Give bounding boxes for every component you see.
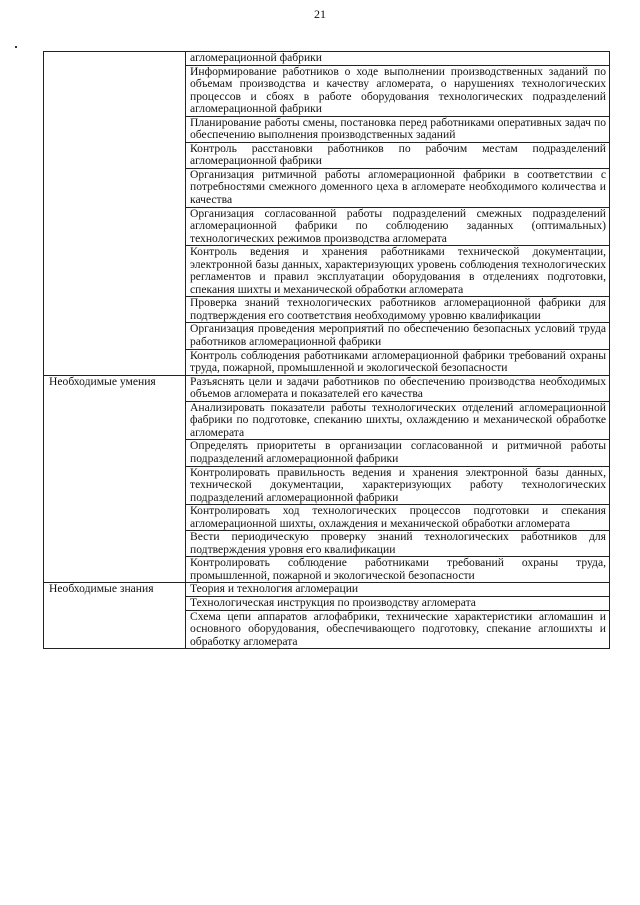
table-cell: Вести периодическую проверку знаний технологических работников для подтверждения уровня его квалификации bbox=[186, 531, 610, 557]
scan-dot bbox=[15, 46, 17, 48]
table-cell: Контролировать правильность ведения и хранения электронной базы данных, технической документации, характеризующих работу технологических подразделений агломерационной фабрики bbox=[186, 466, 610, 505]
table-cell: Контролировать ход технологических процессов подготовки и спекания агломерационной шихты, охлаждения и механической обработки агломерата bbox=[186, 505, 610, 531]
table-cell: Технологическая инструкция по производству агломерата bbox=[186, 596, 610, 610]
table-cell: Информирование работников о ходе выполнении производственных заданий по объемам производства и качеству агломерата, о нарушениях технологических процессов и сбоях в работе оборудования технологических подразделений агломерационной фабрики bbox=[186, 65, 610, 116]
section-label-skills: Необходимые умения bbox=[44, 375, 186, 583]
table-cell: Схема цепи аппаратов аглофабрики, технические характеристики агломашин и основного оборудования, обеспечивающего подготовку, спекание аглошихты и обработку агломерата bbox=[186, 610, 610, 649]
table-cell: агломерационной фабрики bbox=[186, 52, 610, 66]
table-cell: Организация согласованной работы подразделений смежных подразделений агломерационной фабрики по соблюдению заданных (оптимальных) технологических режимов производства агломерата bbox=[186, 207, 610, 246]
table-row bbox=[44, 375, 610, 401]
section-label-knowledge: Необходимые знания bbox=[44, 583, 186, 649]
table-cell: Контроль ведения и хранения работниками технической документации, электронной базы данных, характеризующих уровень соблюдения технологических регламентов и правил эксплуатации оборудования в отделениях подготовки, спекания шихты и механической обработки агломерата bbox=[186, 246, 610, 297]
section-label-continuation bbox=[44, 52, 186, 376]
table-cell: Контролировать соблюдение работниками требований охраны труда, промышленной, пожарной и экологической безопасности bbox=[186, 557, 610, 583]
table-row bbox=[44, 52, 610, 66]
table-cell: Контроль расстановки работников по рабочим местам подразделений агломерационной фабрики bbox=[186, 142, 610, 168]
table-row bbox=[44, 583, 610, 597]
table-cell: Разъяснять цели и задачи работников по обеспечению производства необходимых объемов агломерата и показателей его качества bbox=[186, 375, 610, 401]
table-cell: Определять приоритеты в организации согласованной и ритмичной работы подразделений агломерационной фабрики bbox=[186, 440, 610, 466]
table-cell: Организация проведения мероприятий по обеспечению безопасных условий труда работников агломерационной фабрики bbox=[186, 323, 610, 349]
table-cell: Анализировать показатели работы технологических отделений агломерационной фабрики по подготовке, спеканию шихты, охлаждению и механической обработке агломерата bbox=[186, 401, 610, 440]
table-cell: Контроль соблюдения работниками агломерационной фабрики требований охраны труда, пожарной, промышленной и экологической безопасности bbox=[186, 349, 610, 375]
table-cell: Проверка знаний технологических работников агломерационной фабрики для подтверждения его соответствия необходимому уровню квалификации bbox=[186, 297, 610, 323]
table-cell: Планирование работы смены, постановка перед работниками оперативных задач по обеспечению выполнения производственных заданий bbox=[186, 116, 610, 142]
table-cell: Организация ритмичной работы агломерационной фабрики в соответствии с потребностями смежного доменного цеха в агломерате необходимого количества и качества bbox=[186, 168, 610, 207]
table-cell: Теория и технология агломерации bbox=[186, 583, 610, 597]
requirements-table bbox=[43, 51, 610, 649]
page-number: 21 bbox=[314, 7, 326, 21]
